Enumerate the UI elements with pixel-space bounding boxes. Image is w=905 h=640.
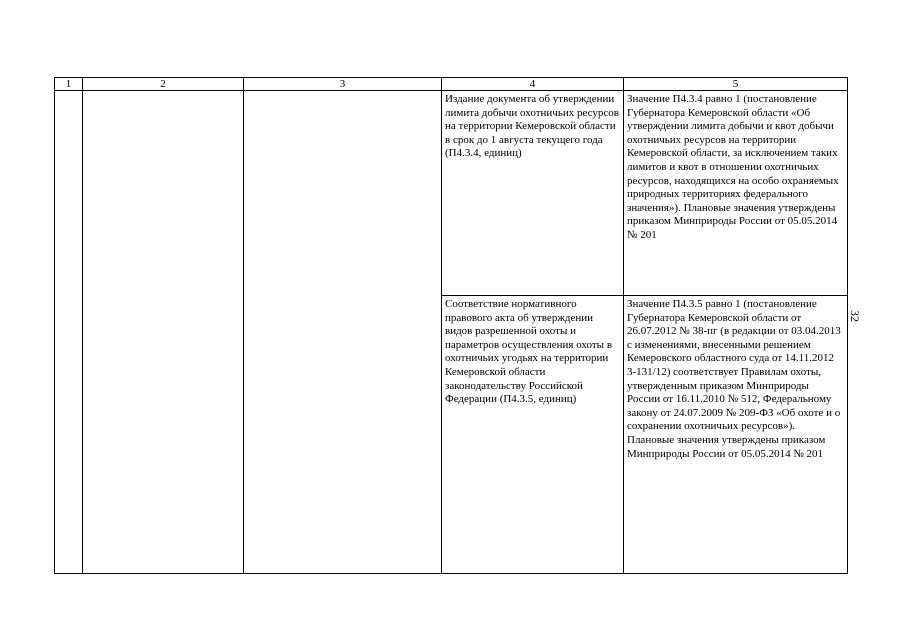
table-cell-col1 — [55, 91, 83, 574]
header-cell-3: 3 — [244, 78, 442, 91]
indicator-value-cell: Значение П4.3.4 равно 1 (постановление Губернатора Кемеровской области «Об утверждении лимита добычи и квот добычи охотничьих ресурсов на территории Кемеровской области, за исключением таких лимитов и квот в отношении охотничьих ресурсов, находящихся на особо охраняемых природных территориях федерального значения»). Плановые значения утверждены приказом Минприроды России от 05.05.2014 № 201 — [624, 91, 848, 296]
indicator-value-cell: Значение П4.3.5 равно 1 (постановление Губернатора Кемеровской области от 26.07.2012 № 38-пг (в редакции от 03.04.2013 с изменениями, внесенными решением Кемеровского областного суда от 14.11.2012 3-131/12) соответствует Правилам охоты, утвержденным приказом Минприроды России от 16.11.2010 № 512, Федеральному закону от 24.07.2009 № 209-ФЗ «Об охоте и о сохранении охотничьих ресурсов»). Плановые значения утверждены приказом Минприроды России от 05.05.2014 № 201 — [624, 296, 848, 574]
table-cell-col2 — [83, 91, 244, 574]
indicator-description-cell: Соответствие нормативного правового акта об утверждении видов разрешенной охоты и параметров осуществления охоты в охотничьих угодьях на территории Кемеровской области законодательству Российской Федерации (П4.3.5, единиц) — [442, 296, 624, 574]
table-cell-col3 — [244, 91, 442, 574]
page-number: 32 — [848, 310, 862, 322]
table-header-row — [55, 78, 848, 91]
table-row — [55, 91, 848, 296]
header-cell-4: 4 — [442, 78, 624, 91]
indicator-description-cell: Издание документа об утверждении лимита добычи охотничьих ресурсов на территории Кемеровской области в срок до 1 августа текущего года (П4.3.4, единиц) — [442, 91, 624, 296]
header-cell-2: 2 — [83, 78, 244, 91]
header-cell-5: 5 — [624, 78, 848, 91]
document-table — [54, 77, 848, 574]
header-cell-1: 1 — [55, 78, 83, 91]
